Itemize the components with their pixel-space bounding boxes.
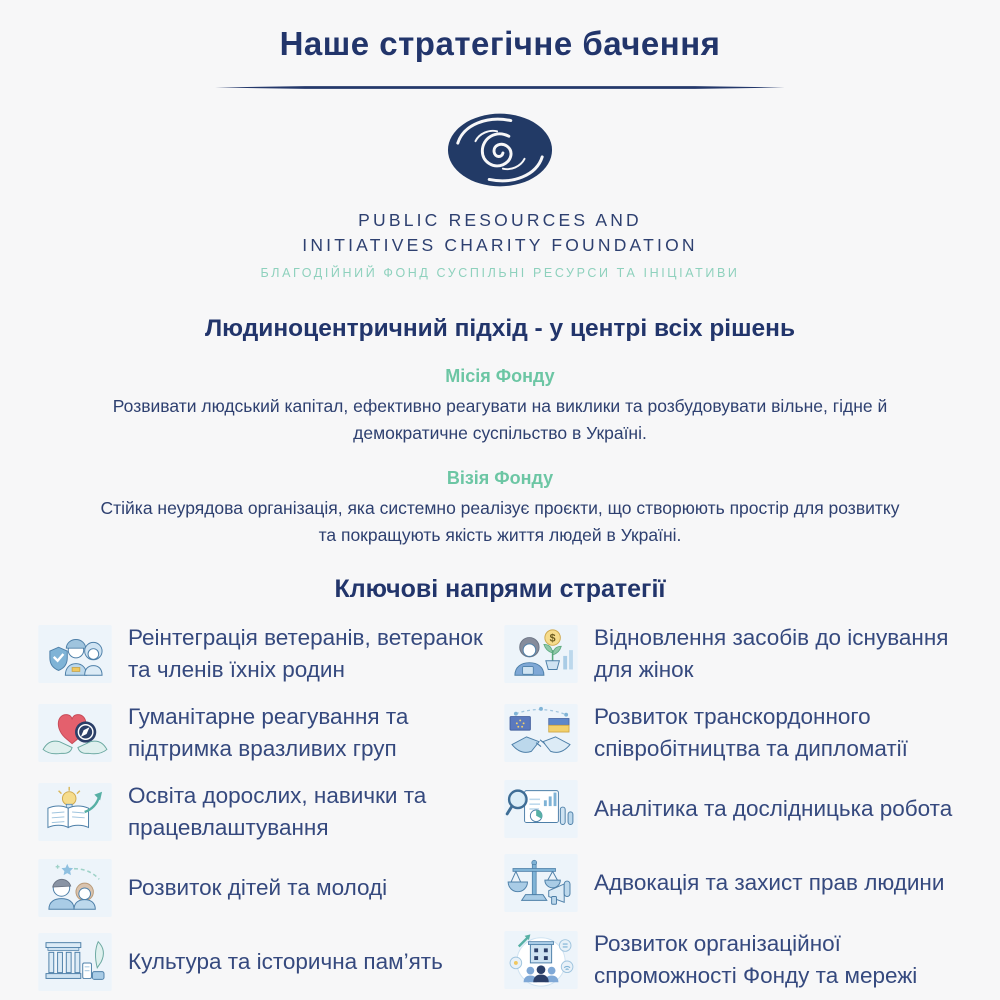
strategy-item-veterans (38, 622, 504, 685)
logo-swirl-icon (446, 111, 554, 189)
strategy-item-children-youth (38, 859, 504, 917)
strategy-item-label: Розвиток транскордонного співробітництва та дипломатії (594, 704, 908, 761)
strategy-item-label: Гуманітарне реагування та підтримка вразливих груп (128, 704, 409, 761)
page-title: Наше стратегічне бачення (279, 25, 721, 62)
logo-name-line2: INITIATIVES CHARITY FOUNDATION (302, 235, 698, 255)
strategy-item-org-capacity (504, 928, 962, 991)
strategy-column-right (504, 622, 962, 991)
strategy-heading: Ключові напрями стратегії (334, 575, 666, 603)
strategy-item-label: Розвиток організаційної спроможності Фонду та мережі (594, 931, 918, 988)
strategy-item-adult-education (38, 780, 504, 843)
logo-name (0, 208, 1000, 258)
cross-border-diplomacy-icon (504, 704, 578, 762)
culture-memory-icon (38, 933, 112, 991)
strategy-item-label: Відновлення засобів до існування для жінок (594, 625, 949, 682)
mission-text: Розвивати людський капітал, ефективно реагувати на виклики та розбудовувати вільне, гідне й демократичне суспільство в Україні. (112, 396, 888, 443)
strategy-item-label: Культура та історична пам’ять (128, 949, 443, 975)
vision-text: Стійка неурядова організація, яка системно реалізує проєкти, що створюють простір для розвитку та покращують якість життя людей в Україні. (100, 498, 900, 545)
strategy-item-humanitarian (38, 701, 504, 764)
strategy-item-label: Реінтеграція ветеранів, ветеранок та членів їхніх родин (128, 625, 483, 682)
svg-text:$: $ (549, 631, 556, 644)
strategy-item-label: Розвиток дітей та молоді (128, 875, 388, 901)
women-livelihood-icon (504, 625, 578, 683)
strategy-grid (0, 622, 1000, 991)
org-capacity-icon (504, 931, 578, 989)
vision-label: Візія Фонду (446, 468, 554, 488)
strategy-column-left (38, 622, 504, 991)
veterans-icon (38, 625, 112, 683)
advocacy-rights-icon (504, 854, 578, 912)
strategy-item-cross-border (504, 701, 962, 764)
strategy-item-label: Аналітика та дослідницька робота (594, 796, 953, 822)
divider (215, 78, 785, 85)
divider-line (215, 84, 785, 91)
strategy-item-analytics (504, 780, 962, 838)
strategy-item-label: Адвокація та захист прав людини (594, 870, 945, 896)
strategy-item-advocacy (504, 854, 962, 912)
foundation-logo (0, 111, 1000, 281)
analytics-research-icon (504, 780, 578, 838)
humanitarian-icon (38, 704, 112, 762)
logo-name-line1: PUBLIC RESOURCES AND (358, 210, 642, 230)
strategy-item-label: Освіта дорослих, навички та працевлаштування (128, 783, 427, 840)
logo-subtitle: БЛАГОДІЙНИЙ ФОНД СУСПІЛЬНІ РЕСУРСИ ТА ІНІЦІАТИВИ (260, 266, 740, 280)
strategy-item-women-livelihood (504, 622, 962, 685)
children-youth-icon (38, 859, 112, 917)
adult-education-icon (38, 783, 112, 841)
strategy-item-culture-memory (38, 933, 504, 991)
approach-heading: Людиноцентричний підхід - у центрі всіх рішень (204, 315, 796, 342)
mission-label: Місія Фонду (445, 366, 555, 386)
